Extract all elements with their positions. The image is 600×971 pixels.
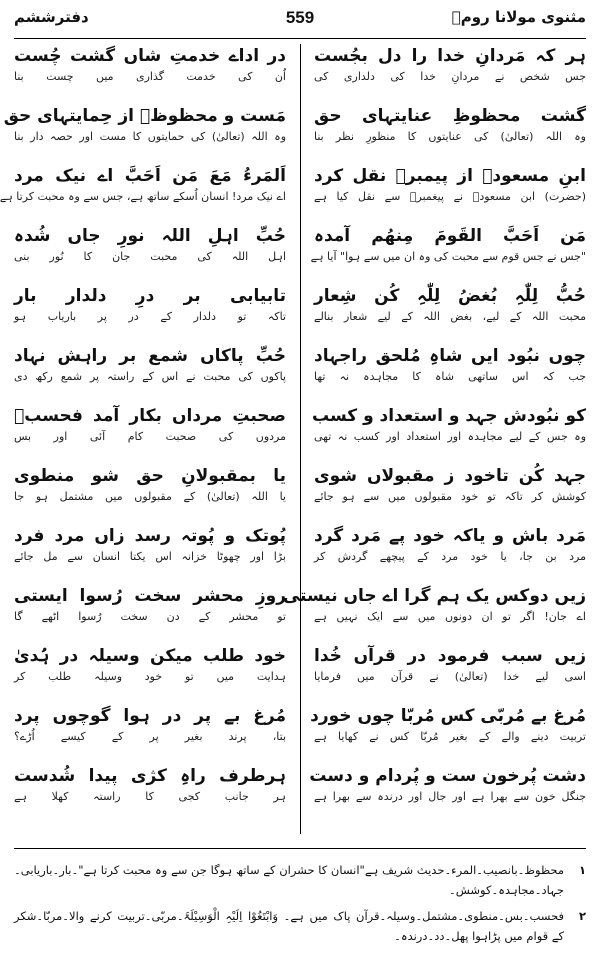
verse-translation: جنگل خون سے بھرا ہے اور جال اور درندہ سے بھرا ہے: [314, 790, 586, 803]
verse-translation: (حضرت) ابن مسعودؓ نے پیغمبرؐ سے نقل کیا ہے: [314, 190, 586, 203]
verse-line: صحبتِ مرداں بکار آمد فحسبؔ: [14, 406, 286, 426]
verse-line: خود طلب میکن وسیلہ در ہُدیٰ: [14, 646, 286, 666]
verse-columns: [0, 44, 586, 834]
footnote-rule: [14, 848, 586, 849]
footnote: [14, 860, 586, 900]
verse-line: زیں سبب فرمود در قرآں خُدا: [314, 646, 586, 666]
verse-line: حُبُّ لِلّٰہِ بُغضُ لِلّٰہِ کُن شِعار: [314, 286, 586, 306]
verse-stanza: [14, 224, 286, 284]
verse-stanza: [3, 104, 286, 164]
verse-translation: اے جان! اگر تو ان دونوں میں سے ایک نہیں ہے: [314, 610, 586, 623]
verse-translation: اُن کی خدمت گذاری میں چست بنا: [14, 70, 286, 83]
verse-translation: وہ اللہ (تعالیٰ) کی عنایتوں کا منظورِ نظر بنا: [314, 130, 586, 143]
page-header: [14, 8, 586, 34]
footnotes: [14, 860, 586, 952]
footnote-text: محظوظ۔بانصیب۔المرء۔حدیث شریف ہے"انسان کا حشران کے ساتھ ہوگا جن سے وہ محبت کرتا ہے"۔بار۔باریابی۔جہاد۔مجاہدہ۔کوشش۔: [14, 863, 564, 897]
verse-line: مَست و محظوظؔ از حِمایتہای حق: [3, 106, 286, 126]
verse-translation: تو محشر کے دن سخت رُسوا اٹھے گا: [14, 610, 286, 623]
verse-stanza: [310, 704, 586, 764]
verse-line: تابیابی بر درِ دلدار بار: [14, 286, 286, 306]
volume-title: دفترششم: [14, 8, 89, 26]
verse-stanza: [314, 164, 586, 224]
verse-translation: بڑا اور چھوٹا خزانہ اس یکتا انسان سے مل جائے: [14, 550, 286, 563]
verse-stanza: [0, 164, 286, 224]
verse-line: کو نبُودش جہد و استعداد و کسب: [311, 406, 586, 426]
verse-translation: پاکوں کی محبت نے اس کے راستہ پر شمع رکھ دی: [14, 370, 286, 383]
verse-line: مَرد باش و یاکہ خود پے مَرد گرد: [314, 526, 586, 546]
book-title: مثنوی مولانا رومؒ: [451, 8, 586, 26]
footnote-number: ۲: [578, 909, 586, 923]
verse-translation: وہ جس کے لیے مجاہدہ اور استعداد اور کسب نہ تھی: [314, 430, 586, 443]
verse-translation: مرد بن جا، یا خود مرد کے پیچھے گردش کر: [314, 550, 586, 563]
verse-line: ہرطرف راہِ کژی پیدا شُدست: [14, 766, 286, 786]
verse-line: روزِ محشر سخت رُسوا ایستی: [14, 586, 286, 606]
verse-translation: تربیت دینے والے کے بغیر مُربّا کس نے کھایا ہے: [314, 730, 586, 743]
verse-stanza: [14, 584, 286, 644]
verse-translation: بتا، پرند بغیر پر کے کیسے اُڑے؟: [14, 730, 286, 743]
left-column: [0, 44, 286, 834]
verse-stanza: [14, 644, 286, 704]
header-rule: [14, 38, 586, 39]
right-column: [282, 44, 586, 834]
verse-stanza: [314, 644, 586, 704]
verse-line: زیں دوکس یک ہم گرا اے جاں نیستی: [282, 586, 586, 606]
verse-stanza: [14, 464, 286, 524]
column-divider: [300, 44, 301, 834]
verse-line: حُبِّ پاکاں شمع بر راہش نہاد: [14, 346, 286, 366]
verse-stanza: [314, 284, 586, 344]
verse-line: ہر کہ مَردانِ خدا را دل بجُست: [314, 46, 586, 66]
verse-translation: ہر جانب کجی کا راستہ کھلا ہے: [14, 790, 286, 803]
verse-translation: وہ اللہ (تعالیٰ) کی حمایتوں کا مست اور حصہ دار بنا: [14, 130, 286, 143]
verse-translation: اے نیک مرد! انسان اُسکے ساتھ ہے، جس سے وہ محبت کرتا ہے: [0, 190, 286, 203]
page-number: 559: [285, 8, 315, 27]
verse-stanza: [314, 524, 586, 584]
verse-stanza: [14, 764, 286, 824]
verse-stanza: [282, 584, 586, 644]
verse-line: در اداے خدمتِ شاں گشت چُست: [14, 46, 286, 66]
verse-stanza: [14, 44, 286, 104]
verse-translation: ہدایت میں تو خود وسیلہ طلب کر: [14, 670, 286, 683]
verse-stanza: [314, 104, 586, 164]
verse-line: پُوتک و پُوتہ رسد زاں مرد فرد: [14, 526, 286, 546]
verse-stanza: [14, 704, 286, 764]
verse-translation: "جس نے جس قوم سے محبت کی وہ ان میں سے ہوا" آیا ہے: [310, 250, 586, 263]
verse-translation: اسی لیے خدا (تعالیٰ) نے قرآن میں فرمایا: [314, 670, 586, 683]
verse-translation: کوشش کر تاکہ تو خود مقبولوں میں سے ہو جائے: [314, 490, 586, 503]
verse-line: اَلمَرءُ مَعَ مَن اَحَبَّ اے نیک مرد: [14, 166, 286, 186]
verse-translation: یا اللہ (تعالیٰ) کے مقبولوں میں مشتمل ہو جا: [14, 490, 286, 503]
verse-translation: جس شخص نے مردانِ خدا کی دلداری کی: [314, 70, 586, 83]
verse-stanza: [14, 524, 286, 584]
footnote: [14, 906, 586, 946]
verse-line: گشت محظوظِ عنایتہای حق: [314, 106, 586, 126]
verse-translation: محبت اللہ کے لیے، بغض اللہ کے لیے شعار بنالے: [314, 310, 586, 323]
verse-line: جہد کُن تاخود ز مقبولاں شوی: [314, 466, 586, 486]
verse-stanza: [14, 284, 286, 344]
footnote-text: فحسب۔بس۔منطوی۔مشتمل۔وسیلہ۔قرآن پاک میں ہے۔ وَابْتَغُوْا اِلَیْہِ الْوَسِیْلَۃَ۔مربّی۔تربیت کرنے والا۔مربّا۔شکر کے قوام میں پڑاہوا پھل۔دد۔درندہ۔: [14, 909, 564, 943]
verse-stanza: [14, 344, 286, 404]
verse-stanza: [309, 764, 586, 824]
verse-translation: جب کہ اس ساتھی شاہ کا مجاہدہ نہ تھا: [314, 370, 586, 383]
verse-translation: مردوں کی صحبت کام آئی اور بس: [14, 430, 286, 443]
verse-line: دشت پُرخون ست و پُردام و دست: [309, 766, 586, 786]
verse-stanza: [14, 404, 286, 464]
verse-stanza: [310, 224, 586, 284]
verse-stanza: [311, 404, 586, 464]
verse-stanza: [314, 44, 586, 104]
verse-line: یا بمقبولانِ حق شو منطوی: [14, 466, 286, 486]
verse-line: ابنِ مسعودؓ از پیمبرؐ نقل کرد: [314, 166, 586, 186]
verse-stanza: [314, 464, 586, 524]
verse-translation: اہل اللہ کی محبت جان کا نُور بنی: [14, 250, 286, 263]
verse-line: مُرغ بے پر در ہوا گوچوں پرد: [14, 706, 286, 726]
verse-line: چوں نبُود ایں شاہِ مُلحق راجہاد: [314, 346, 586, 366]
verse-translation: تاکہ تو دلدار کے در پر باریاب ہو: [14, 310, 286, 323]
verse-line: مَن اَحَبَّ القَومَ مِنھُم آمدہ: [314, 226, 586, 246]
verse-stanza: [314, 344, 586, 404]
footnote-number: ۱: [578, 863, 586, 877]
verse-line: حُبِّ اہلِ اللہ نورِ جاں شُدہ: [14, 226, 286, 246]
verse-line: مُرغ بے مُربّی کس مُربّا چوں خورد: [310, 706, 586, 726]
